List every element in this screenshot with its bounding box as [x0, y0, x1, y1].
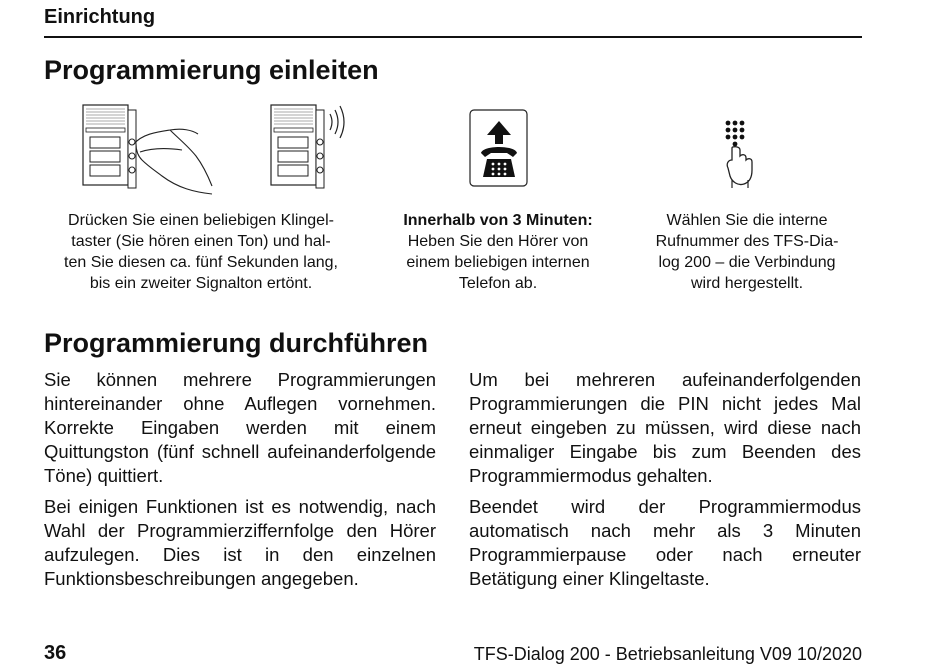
step-1-body: Drücken Sie einen beliebigen Klingel- taster (Sie hören einen Ton) und hal- ten Sie diesen ca. fünf Sekunden lang, bis ein zweiter Signalton ertönt. — [64, 212, 338, 292]
section-header: Einrichtung — [44, 6, 156, 28]
right-column — [469, 368, 861, 598]
footer-doc-title: TFS-Dialog 200 - Betriebsanleitung V09 10/2020 — [473, 644, 862, 664]
step-1-text — [40, 210, 362, 294]
doorstation-ringing-icon — [270, 104, 350, 194]
right-paragraph-2: Beendet wird der Programmiermodus automatisch nach mehr als 3 Minuten Programmierpause oder nach erneuter Betätigung einer Klingeltaste. — [469, 496, 861, 589]
doorstation-press-icon — [82, 104, 232, 196]
telephone-handset-icon — [469, 109, 529, 189]
header-divider — [44, 36, 862, 38]
page-number: 36 — [44, 642, 67, 664]
left-paragraph-1: Sie können mehrere Programmierungen hintereinander ohne Auflegen vornehmen. Korrekte Eingaben werden mit einem Quittungston (fünf schnell aufeinanderfolgende Töne) quittiert. — [44, 369, 436, 486]
step-2-text — [383, 210, 613, 294]
left-paragraph-2: Bei einigen Funktionen ist es notwendig, nach Wahl der Programmierziffernfolge den Hörer aufzulegen. Dies ist in den einzelnen Funktionsbeschreibungen angegeben. — [44, 496, 436, 589]
step-3-body: Wählen Sie die interne Rufnummer des TFS-Dia- log 200 – die Verbindung wird hergestellt. — [655, 212, 839, 292]
intro-heading: Programmierung einleiten — [44, 55, 379, 85]
run-heading: Programmierung durchführen — [44, 328, 429, 358]
step-3-text — [632, 210, 862, 294]
step-2-body: Heben Sie den Hörer von einem beliebigen internen Telefon ab. — [406, 233, 590, 292]
left-column — [44, 368, 436, 598]
step-2-emphasis: Innerhalb von 3 Minuten: — [403, 212, 593, 229]
right-paragraph-1: Um bei mehreren aufeinanderfolgenden Programmierungen die PIN nicht jedes Mal erneut eingeben zu müssen, wird diese nach einmaliger Eingabe bis zum Beenden des Programmiermodus gehalten. — [469, 369, 861, 486]
keypad-dial-icon — [716, 118, 766, 190]
